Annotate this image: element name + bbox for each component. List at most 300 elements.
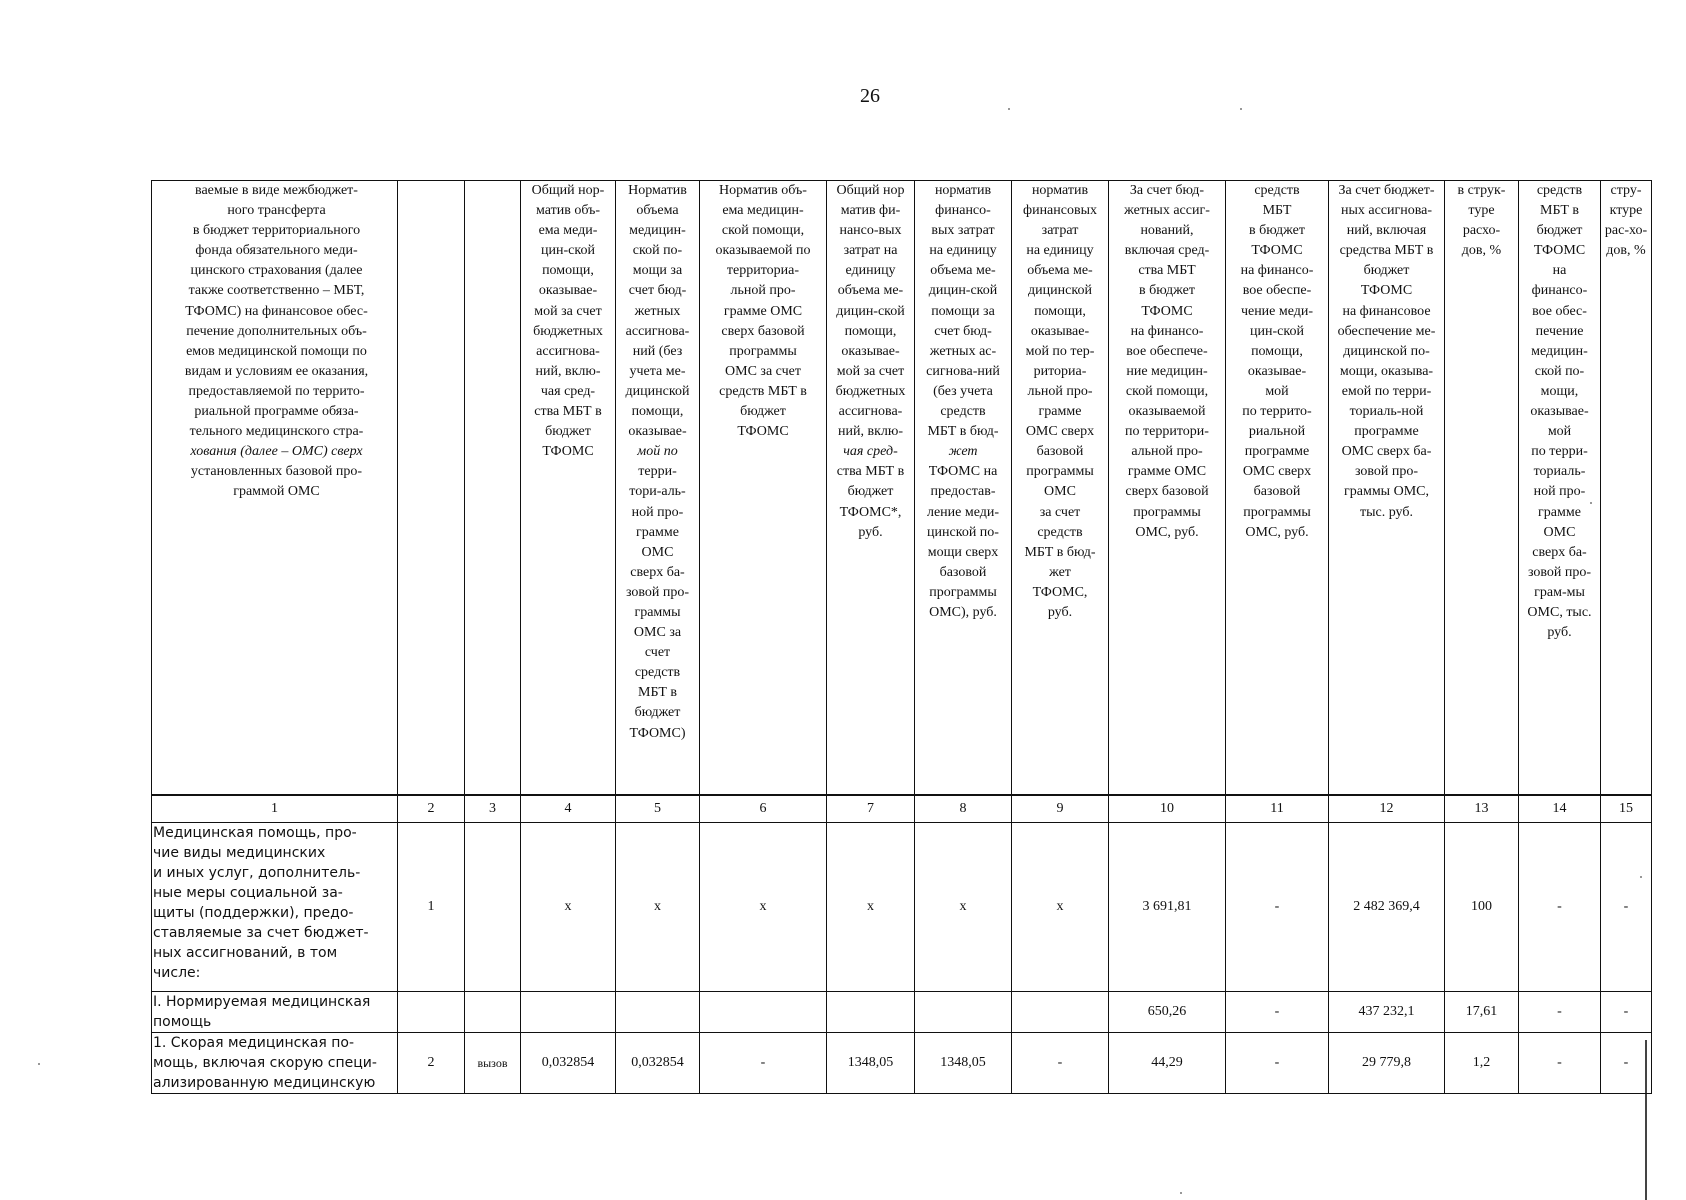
header-col12-line: дицинской по- — [1343, 343, 1430, 359]
header-col5-line: сверх ба- — [630, 564, 685, 580]
header-col6-line: территориа- — [726, 263, 800, 279]
header-col14-line: мощи, — [1540, 383, 1579, 399]
cell-c15: - — [1601, 823, 1652, 992]
header-col12-line: ных ассигнова- — [1340, 203, 1433, 219]
header-col10-line: в бюджет — [1139, 283, 1195, 299]
header-col5-line: ОМС — [641, 544, 674, 560]
cell-c14: - — [1519, 1033, 1601, 1094]
header-col9-line: затрат — [1041, 223, 1079, 239]
header-col5-line: ской по- — [632, 243, 683, 259]
header-col13-line: расхо- — [1462, 223, 1501, 239]
header-col10-line: За счет бюд- — [1129, 183, 1205, 198]
row-label-line: помощь — [153, 1014, 212, 1030]
header-col14 — [1519, 181, 1601, 796]
row-label-line: мощь, включая скорую специ- — [153, 1055, 377, 1071]
header-col4-line: Общий нор- — [531, 183, 605, 198]
column-number: 7 — [827, 795, 915, 823]
header-col11-line: ТФОМС — [1251, 243, 1303, 259]
row-label-line: ные меры социальной за- — [153, 885, 343, 901]
header-col1-line: предоставляемой по террито- — [188, 383, 365, 399]
column-number: 12 — [1329, 795, 1445, 823]
header-col6-line: бюджет — [740, 404, 786, 420]
cell-c2 — [398, 992, 465, 1033]
header-col7-line: Общий нор — [836, 183, 905, 198]
header-col9-line: на единицу — [1026, 243, 1094, 259]
header-col10-line: альной про- — [1131, 444, 1203, 460]
header-col10-line: по территори- — [1125, 424, 1209, 440]
cell-c6: - — [700, 1033, 827, 1094]
header-col8 — [915, 181, 1012, 796]
cell-c4: x — [521, 823, 616, 992]
header-col14-line: ной про- — [1533, 484, 1586, 500]
header-col6-line: Норматив объ- — [719, 183, 807, 198]
header-col6-line: ОМС за счет — [725, 363, 801, 379]
column-number: 9 — [1012, 795, 1109, 823]
cell-c7 — [827, 992, 915, 1033]
header-col11-line: по террито- — [1242, 404, 1312, 420]
cell-c6 — [700, 992, 827, 1033]
header-col5-line: оказывае- — [628, 424, 687, 440]
header-col11-line: программе — [1244, 444, 1310, 460]
cell-c9 — [1012, 992, 1109, 1033]
row-label — [152, 1033, 398, 1094]
header-col14-line: вое обес- — [1532, 303, 1587, 319]
header-col14-line: сверх ба- — [1532, 544, 1587, 560]
table-row — [152, 992, 1652, 1033]
header-col4-line: помощи, — [542, 263, 594, 279]
header-col10 — [1109, 181, 1226, 796]
header-col9-line: мой по тер- — [1025, 343, 1095, 359]
header-col12-line: мощи, оказыва- — [1339, 363, 1434, 379]
cell-c12: 2 482 369,4 — [1329, 823, 1445, 992]
header-col8-line: МБТ в бюд- — [927, 424, 999, 440]
header-col7-line: бюджет — [847, 484, 894, 500]
header-col7-line: затрат на — [843, 243, 898, 259]
header-col14-line: оказывае- — [1530, 404, 1589, 420]
header-col8-line: помощи за — [931, 303, 995, 319]
cell-c7: 1348,05 — [827, 1033, 915, 1094]
header-col7-line: чая сред- — [843, 444, 898, 460]
header-col11-line: цин-ской — [1250, 323, 1304, 339]
header-col9-line: программы — [1026, 464, 1094, 480]
header-col14-line: финансо- — [1531, 283, 1588, 299]
header-col8-line: программы — [929, 584, 997, 600]
header-col11-line: ОМС, руб. — [1245, 524, 1309, 540]
cell-c10: 44,29 — [1109, 1033, 1226, 1094]
header-col10-line: ства МБТ — [1138, 263, 1196, 279]
header-col14-line: ториаль- — [1533, 464, 1586, 480]
row-label-line: и иных услуг, дополнитель- — [153, 865, 361, 881]
scan-speck — [1008, 108, 1010, 110]
header-col8-line: предостав- — [930, 484, 996, 500]
header-col5-line: средств — [634, 665, 681, 681]
header-col5-line: мощи за — [632, 263, 683, 279]
header-col8-line: жет — [948, 444, 978, 460]
header-col9-line: норматив — [1031, 183, 1089, 198]
header-col10-line: сверх базовой — [1125, 484, 1209, 500]
header-col14-line: печение — [1535, 323, 1584, 339]
header-col5-line: счет бюд- — [628, 283, 687, 299]
cell-c4: 0,032854 — [521, 1033, 616, 1094]
header-col5-line: объема — [636, 203, 679, 219]
header-col6-line: средств МБТ в — [719, 383, 807, 399]
header-col12-line: емой по терри- — [1341, 383, 1432, 399]
column-number: 13 — [1445, 795, 1519, 823]
header-col1-line: тельного медицинского стра- — [189, 424, 364, 440]
header-col11-line: оказывае- — [1247, 363, 1307, 379]
header-col1-line: фонда обязательного меди- — [195, 243, 358, 259]
header-col5-line: тори-аль- — [629, 484, 686, 500]
header-col5-line: граммы — [634, 604, 681, 620]
header-col11-line: МБТ — [1262, 203, 1292, 219]
header-col5-line: ТФОМС) — [629, 725, 686, 741]
cell-c2: 2 — [398, 1033, 465, 1094]
header-col6-line: оказываемой по — [715, 243, 811, 259]
header-col7-line: руб. — [858, 524, 883, 540]
header-col5-line: грамме — [636, 524, 679, 540]
header-col14-line: ОМС — [1543, 524, 1576, 540]
header-col5-line: ОМС за — [633, 625, 682, 641]
header-col9-line: ОМС сверх — [1025, 424, 1095, 440]
header-col9-line: ОМС — [1044, 484, 1076, 500]
header-col11-line: риальной — [1248, 424, 1306, 440]
header-col1-line: в бюджет территориального — [192, 223, 361, 239]
header-col9-line: помощи, — [1034, 303, 1086, 319]
header-col6-line: ТФОМС — [737, 424, 789, 440]
header-col13-line: в струк- — [1457, 183, 1506, 198]
header-col5-line: медицин- — [629, 223, 686, 239]
column-number: 1 — [152, 795, 398, 823]
header-col7-line: помощи, — [844, 323, 897, 339]
header-col7-line: оказывае- — [841, 343, 900, 359]
header-col2 — [398, 181, 465, 796]
header-col11-line: базовой — [1253, 484, 1301, 500]
cell-c7: x — [827, 823, 915, 992]
header-col9-line: дицинской — [1028, 283, 1092, 299]
cell-c14: - — [1519, 823, 1601, 992]
header-col8-line: (без учета — [933, 383, 993, 399]
header-col9-line: льной про- — [1027, 383, 1093, 399]
header-col7-line: единицу — [845, 263, 896, 279]
header-col12-line: средства МБТ в — [1339, 243, 1434, 259]
cell-c5: 0,032854 — [616, 1033, 700, 1094]
column-number: 15 — [1601, 795, 1652, 823]
header-col5-line: Норматив — [628, 183, 687, 198]
header-col12-line: За счет бюджет- — [1338, 183, 1435, 198]
header-col13-line: дов, % — [1461, 243, 1502, 259]
header-col7-line: ассигнова- — [838, 404, 903, 420]
header-col1-line: видам и условиям ее оказания, — [184, 363, 369, 379]
row-label-line: ставляемые за счет бюджет- — [153, 925, 369, 941]
cell-c11: - — [1226, 823, 1329, 992]
header-col14-line: МБТ в — [1540, 203, 1579, 219]
header-col14-line: мой — [1547, 424, 1572, 440]
header-col11-line: чение меди- — [1240, 303, 1314, 319]
header-col8-line: финансо- — [935, 203, 991, 219]
header-col5-line: зовой про- — [625, 584, 690, 600]
header-col6-line: сверх базовой — [721, 323, 805, 339]
column-number: 8 — [915, 795, 1012, 823]
header-col4-line: мой за счет — [534, 303, 602, 319]
header-col11-line: вое обеспе- — [1242, 283, 1312, 299]
header-col5-line: ний (без — [632, 343, 683, 359]
header-col8-line: базовой — [939, 564, 987, 580]
column-number-row — [152, 795, 1652, 823]
header-col10-line: нований, — [1140, 223, 1194, 239]
header-col4-line: ассигнова- — [536, 343, 600, 359]
scan-speck — [1180, 1192, 1182, 1194]
header-col9-line: финансовых — [1023, 203, 1097, 219]
header-col4-line: цин-ской — [541, 243, 595, 259]
header-col8-line: объема ме- — [930, 263, 996, 279]
header-col7-line: ства МБТ в — [836, 464, 905, 480]
header-col4-line: бюджет — [545, 424, 591, 440]
header-col7-line: мой за счет — [836, 363, 905, 379]
header-col9-line: риториа- — [1033, 363, 1087, 379]
column-number: 14 — [1519, 795, 1601, 823]
cell-c11: - — [1226, 1033, 1329, 1094]
header-col10-line: на финансо- — [1130, 323, 1204, 339]
header-col12-line: на финансовое — [1342, 303, 1431, 319]
header-col8-line: на единицу — [929, 243, 997, 259]
row-label-line: числе: — [153, 965, 201, 981]
cell-c13: 1,2 — [1445, 1033, 1519, 1094]
header-col10-line: ОМС, руб. — [1135, 524, 1199, 540]
header-col8-line: жетных ас- — [929, 343, 997, 359]
cell-c5 — [616, 992, 700, 1033]
header-col9-line: объема ме- — [1027, 263, 1093, 279]
header-col11-line: в бюджет — [1249, 223, 1305, 239]
header-col14-line: зовой про- — [1527, 564, 1592, 580]
header-col8-line: мощи сверх — [927, 544, 999, 560]
header-col5-line: дицинской — [625, 383, 690, 399]
header-col8-line: ление меди- — [926, 504, 1000, 520]
header-col10-line: ние медицин- — [1126, 363, 1208, 379]
header-col7-line: дицин-ской — [836, 303, 905, 319]
header-col4-line: ства МБТ в — [534, 404, 602, 420]
header-col8-line: норматив — [934, 183, 992, 198]
column-number: 3 — [465, 795, 521, 823]
header-col8-line: ОМС), руб. — [929, 604, 997, 620]
header-col14-line: на — [1552, 263, 1567, 279]
header-col9-line: средств — [1037, 524, 1083, 540]
header-col14-line: бюджет — [1536, 223, 1583, 239]
header-col1-line: цинского страхования (далее — [190, 263, 363, 279]
header-col7-line: ний, вклю- — [838, 424, 903, 440]
header-col9-line: жет — [1049, 564, 1071, 580]
header-col1-line: печение дополнительных объ- — [186, 323, 367, 339]
header-col9 — [1012, 181, 1109, 796]
header-col5-line: учета ме- — [629, 363, 686, 379]
row-label-line: щиты (поддержки), предо- — [153, 905, 354, 921]
header-col1-line: риальной программе обяза- — [194, 404, 359, 420]
header-col9-line: базовой — [1036, 444, 1084, 460]
header-col9-line: руб. — [1047, 604, 1073, 620]
header-col1-line: ного трансферта — [227, 203, 326, 219]
header-col6-line: ской помощи, — [721, 223, 805, 239]
header-col12-line: ТФОМС — [1360, 283, 1413, 299]
header-col13 — [1445, 181, 1519, 796]
header-col12-line: ОМС сверх ба- — [1341, 444, 1432, 460]
header-col8-line: ТФОМС на — [928, 464, 998, 480]
cell-c11: - — [1226, 992, 1329, 1033]
header-col4-line: матив объ- — [535, 203, 600, 219]
page-number: 26 — [860, 85, 880, 107]
row-label-line: чие виды медицинских — [153, 845, 326, 861]
row-label — [152, 823, 398, 992]
header-col5-line: ной про- — [631, 504, 684, 520]
header-col12-line: зовой про- — [1354, 464, 1419, 480]
header-col5-line: помощи, — [631, 404, 684, 420]
header-col4-line: оказывае- — [538, 283, 598, 299]
header-col6-line: грамме ОМС — [723, 303, 803, 319]
row-label-line: ных ассигнований, в том — [153, 945, 338, 961]
cell-c5: x — [616, 823, 700, 992]
column-number: 5 — [616, 795, 700, 823]
header-col11-line: программы — [1243, 504, 1311, 520]
cell-c9: - — [1012, 1033, 1109, 1094]
header-col1-line: хования (далее – ОМС) сверх — [190, 444, 363, 460]
header-col13-line: туре — [1468, 203, 1495, 219]
header-col8-line: счет бюд- — [934, 323, 992, 339]
header-col7-line: бюджетных — [835, 383, 906, 399]
header-col1-line: граммой ОМС — [233, 484, 320, 500]
cell-c3 — [465, 992, 521, 1033]
header-col14-line: грамме — [1538, 504, 1581, 520]
header-col14-line: ской по- — [1534, 363, 1585, 379]
header-col5 — [616, 181, 700, 796]
cell-c3: вызов — [465, 1033, 521, 1094]
header-col11-line: мой — [1265, 383, 1289, 399]
header-col12-line: бюджет — [1363, 263, 1410, 279]
header-col1-line: ТФОМС) на финансовое обес- — [185, 303, 368, 319]
header-col5-line: бюджет — [634, 705, 681, 721]
header-col8-line: сигнова-ний — [926, 363, 1000, 379]
header-col12-line: программе — [1354, 424, 1419, 440]
header-col9-line: ТФОМС, — [1032, 584, 1088, 600]
column-number: 2 — [398, 795, 465, 823]
cell-c6: x — [700, 823, 827, 992]
header-col15-line: дов, % — [1606, 243, 1646, 259]
header-col4-line: ема меди- — [538, 223, 598, 239]
header-col8-line: средств — [940, 404, 986, 420]
header-col14-line: грам-мы — [1534, 584, 1585, 600]
cell-c2: 1 — [398, 823, 465, 992]
header-col1 — [152, 181, 398, 796]
header-col5-line: МБТ в — [638, 685, 677, 701]
header-col6-line: программы — [729, 343, 797, 359]
header-col10-line: ТФОМС — [1141, 303, 1193, 319]
header-col11-line: средств — [1254, 183, 1300, 198]
header-col6-line: ема медицин- — [722, 203, 804, 219]
header-col15 — [1601, 181, 1652, 796]
row-label-line: ализированную медицинскую — [153, 1075, 376, 1091]
header-col10-line: жетных ассиг- — [1124, 203, 1210, 219]
header-col4-line: ТФОМС — [542, 444, 594, 460]
row-label-line: 1. Скорая медицинская по- — [153, 1035, 355, 1051]
header-col8-line: цинской по- — [927, 524, 999, 540]
header-col10-line: вое обеспече- — [1126, 343, 1208, 359]
header-col1-line: также соответственно – МБТ, — [188, 283, 365, 299]
header-col10-line: включая сред- — [1124, 243, 1210, 259]
cell-c10: 650,26 — [1109, 992, 1226, 1033]
cell-c8: x — [915, 823, 1012, 992]
row-label-line: I. Нормируемая медицинская — [153, 994, 371, 1010]
header-col14-line: руб. — [1547, 625, 1572, 641]
cell-c15: - — [1601, 992, 1652, 1033]
header-col14-line: ОМС, тыс. — [1527, 604, 1592, 620]
header-col12-line: ний, включая — [1346, 223, 1427, 239]
cell-c10: 3 691,81 — [1109, 823, 1226, 992]
header-col11-line: ОМС сверх — [1242, 464, 1312, 480]
header-col5-line: счет — [644, 645, 671, 661]
cell-c3 — [465, 823, 521, 992]
budget-table — [151, 180, 1652, 1094]
header-col7-line: нансо-вых — [839, 223, 902, 239]
header-col14-line: ТФОМС — [1533, 243, 1586, 259]
header-col14-line: средств — [1536, 183, 1583, 198]
header-col14-line: медицин- — [1531, 343, 1588, 359]
table-row — [152, 1033, 1652, 1094]
header-col12-line: обеспечение ме- — [1337, 323, 1436, 339]
header-col4-line: бюджетных — [533, 323, 603, 339]
header-col5-line: терри- — [638, 464, 677, 480]
header-col4-line: чая сред- — [540, 383, 596, 399]
cell-c9: x — [1012, 823, 1109, 992]
header-col7 — [827, 181, 915, 796]
header-col4-line: ний, вклю- — [535, 363, 601, 379]
header-col1-line: ваемые в виде межбюджет- — [195, 183, 358, 198]
header-col14-line: по терри- — [1531, 444, 1588, 460]
cell-c13: 17,61 — [1445, 992, 1519, 1033]
header-col11-line: помощи, — [1251, 343, 1303, 359]
column-number: 4 — [521, 795, 616, 823]
column-number: 6 — [700, 795, 827, 823]
cell-c12: 29 779,8 — [1329, 1033, 1445, 1094]
cell-c12: 437 232,1 — [1329, 992, 1445, 1033]
header-col12-line: граммы ОМС, — [1344, 484, 1429, 500]
header-col3 — [465, 181, 521, 796]
table-row — [152, 823, 1652, 992]
header-col9-line: за счет — [1039, 504, 1081, 520]
header-col5-line: мой по — [637, 444, 678, 460]
cell-c4 — [521, 992, 616, 1033]
header-col6 — [700, 181, 827, 796]
scan-speck — [1240, 108, 1242, 110]
header-col9-line: МБТ в бюд- — [1024, 544, 1096, 560]
header-col11 — [1226, 181, 1329, 796]
header-col12-line: тыс. руб. — [1360, 504, 1413, 520]
scan-speck — [38, 1063, 40, 1065]
header-col15-line: рас-хо- — [1604, 223, 1648, 239]
header-col8-line: дицин-ской — [928, 283, 998, 299]
header-col5-line: жетных — [634, 303, 681, 319]
header-col11-line: на финансо- — [1240, 263, 1314, 279]
header-col10-line: грамме ОМС — [1127, 464, 1207, 480]
header-col1-line: емов медицинской помощи по — [186, 343, 367, 359]
row-label-line: Медицинская помощь, про- — [153, 825, 357, 841]
cell-c8: 1348,05 — [915, 1033, 1012, 1094]
header-col9-line: грамме — [1038, 404, 1082, 420]
header-col8-line: вых затрат — [931, 223, 995, 239]
header-col12-line: ториаль-ной — [1349, 404, 1424, 420]
header-col15-line: стру- — [1610, 183, 1642, 198]
header-col10-line: ской помощи, — [1125, 383, 1209, 399]
header-col12 — [1329, 181, 1445, 796]
column-number: 11 — [1226, 795, 1329, 823]
header-col15-line: ктуре — [1609, 203, 1643, 219]
cell-c15: - — [1601, 1033, 1652, 1094]
